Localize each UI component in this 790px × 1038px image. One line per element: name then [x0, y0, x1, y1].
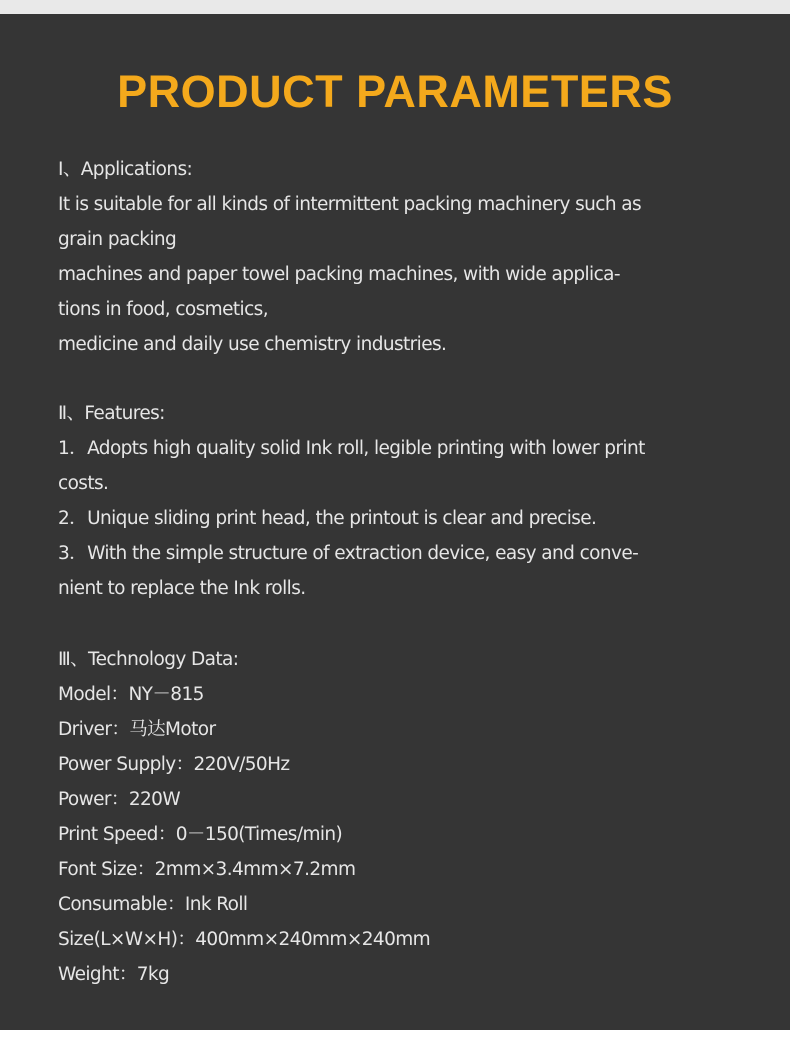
spec-weight: Weight：7kg [58, 964, 170, 985]
page-title: PRODUCT PARAMETERS [117, 66, 673, 117]
spec-model: Model：NY－815 [58, 684, 204, 705]
applications-heading: Ⅰ、Applications: [58, 159, 193, 180]
top-strip [0, 0, 790, 14]
applications-line: tions in food, cosmetics, [58, 299, 268, 320]
spec-power: Power：220W [58, 789, 181, 810]
spec-size: Size(L×W×H)：400mm×240mm×240mm [58, 929, 431, 950]
technology-data-section [58, 642, 748, 992]
spec-consumable: Consumable：Ink Roll [58, 894, 248, 915]
applications-section [58, 152, 748, 362]
features-line: 3．With the simple structure of extraction device, easy and conve- [58, 543, 639, 564]
applications-line: grain packing [58, 229, 177, 250]
features-heading: Ⅱ、Features: [58, 403, 165, 424]
applications-line: machines and paper towel packing machines, with wide applica- [58, 264, 620, 285]
bottom-strip [0, 1030, 790, 1038]
features-line: nient to replace the Ink rolls. [58, 578, 306, 599]
spec-driver: Driver：马达Motor [58, 719, 216, 740]
technology-heading: Ⅲ、Technology Data: [58, 649, 239, 670]
applications-line: medicine and daily use chemistry industries. [58, 334, 447, 355]
spec-print-speed: Print Speed：0－150(Times/min) [58, 824, 343, 845]
spec-font-size: Font Size：2mm×3.4mm×7.2mm [58, 859, 356, 880]
features-line: costs. [58, 473, 109, 494]
applications-line: It is suitable for all kinds of intermittent packing machinery such as [58, 194, 642, 215]
features-line: 2．Unique sliding print head, the printout is clear and precise. [58, 508, 597, 529]
features-section [58, 396, 748, 606]
spec-power-supply: Power Supply：220V/50Hz [58, 754, 290, 775]
features-line: 1．Adopts high quality solid Ink roll, legible printing with lower print [58, 438, 645, 459]
